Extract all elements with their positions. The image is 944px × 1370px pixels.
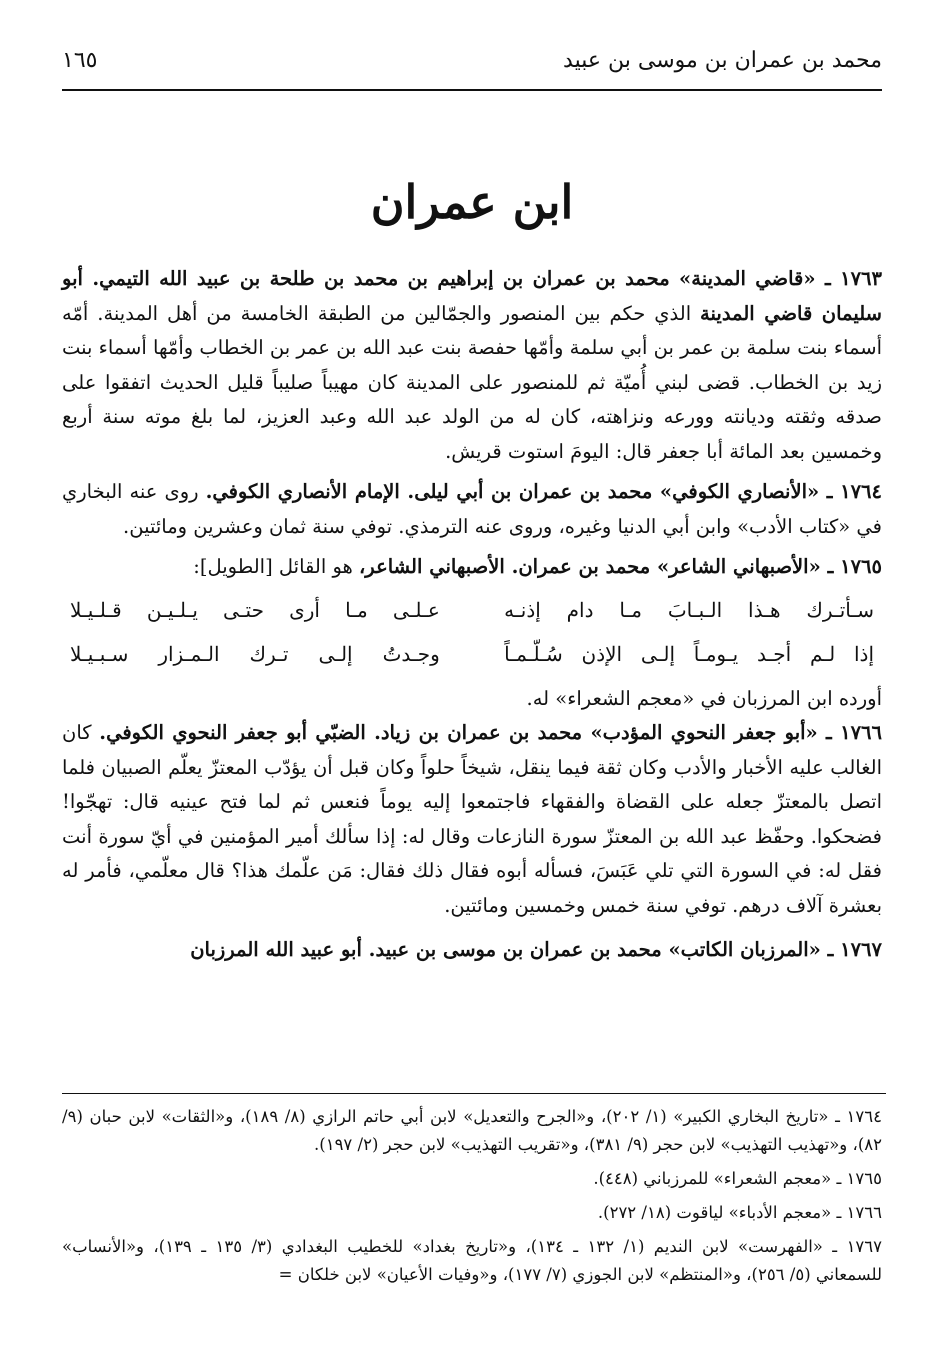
- entry-body: كان الغالب عليه الأخبار والأدب وكان ثقة فيما ينقل، شيخاً حلواً وكان قبل أن يؤدّب المعتزّ يعلّم الصبيان فلما اتصل بالمعتزّ جعله على القضاة والفقهاء فاجتمعوا إليه يوماً فنعس ثم لما فتح عينيه قال: تهجّوا! فضحكوا. وحفّظ عبد الله بن المعتزّ سورة النازعات وقال له: إذا سألك أمير المؤمنين في أيّ سورة أنت فقل له: في السورة التي تلي عَبَسَ، فسأله أبوه فقال ذلك فقال: مَن علّمك هذا؟ قال معلّمي، فأمر له بعشرة آلاف درهم. توفي سنة خمس وخمسين ومائتين.: [62, 721, 882, 917]
- entry-body: هو القائل [الطويل]:: [193, 555, 360, 578]
- section-title: ابن عمران: [370, 175, 574, 229]
- entry-head: ١٧٦٣ ـ «قاضي المدينة» محمد بن عمران بن إبراهيم بن محمد بن طلحة بن عبيد الله التيمي. أبو سليمان قاضي المدينة: [62, 267, 883, 325]
- running-header-title: محمد بن عمران بن موسى بن عبيد: [563, 48, 882, 73]
- running-header: [62, 42, 882, 82]
- entry-1763: [62, 262, 882, 469]
- header-rule: [62, 89, 882, 91]
- poem-second-hemistich: وجـدتُ إلـى تـرك الـمـزار سـبـيـلا: [70, 642, 440, 666]
- footnote-1766: ١٧٦٦ ـ «معجم الأدباء» لياقوت (١٨/ ٢٧٢).: [597, 1203, 882, 1222]
- entry-1767: [62, 933, 882, 968]
- entry-body: الذي حكم بين المنصور والجمّالين من الطبقة الخامسة من أهل المدينة. أمّه أسماء بنت سلمة بن عمر بن أبي سلمة وأمّها حفصة بنت عبد الله بن عمر بن الخطاب وأمّها أسماء بنت زيد بن الخطاب. قضى لبني أُميّة ثم للمنصور على المدينة كان مهيباً صليباً قليل الحديث اتفقوا على صدقه وثقته وديانته وورعه ونزاهته، كان له من الولد عبد الله وعبد العزيز، لما بلغ موته سنة أربع وخمسين بعد المائة أبا جعفر قال: اليومَ استوت قريش.: [62, 301, 882, 463]
- entry-1766: [62, 716, 882, 923]
- poem-source-note: أورده ابن المرزبان في «معجم الشعراء» له.: [526, 686, 882, 710]
- poem-line: [70, 593, 874, 628]
- poem: [62, 585, 882, 682]
- poem-first-hemistich: إذا لـم أجـد يـومـاً إلـى الإذن سُـلّـمـاً: [504, 642, 874, 666]
- entry-head: ١٧٦٥ ـ «الأصبهاني الشاعر» محمد بن عمران. الأصبهاني الشاعر،: [359, 555, 882, 578]
- poem-line: [70, 637, 874, 672]
- page-number: ١٦٥: [62, 48, 98, 73]
- footnote-rule: [62, 1093, 886, 1094]
- footnotes: [62, 1103, 882, 1295]
- entry-1765: [62, 550, 882, 585]
- entry-body: روى عنه البخاري في «كتاب الأدب» وابن أبي الدنيا وغيره، وروى عنه الترمذي. توفي سنة ثمان وعشرين ومائتين.: [62, 480, 882, 538]
- entry-head: ١٧٦٧ ـ «المرزبان الكاتب» محمد بن عمران بن موسى بن عبيد. أبو عبيد الله المرزبان: [190, 938, 882, 961]
- footnote-1767: ١٧٦٧ ـ «الفهرست» لابن النديم (١/ ١٣٢ ـ ١٣٤)، و«تاريخ بغداد» للخطيب البغدادي (٣/ ١٣٥ ـ ١٣٩)، و«الأنساب» للسمعاني (٥/ ٢٥٦)، و«المنتظم» لابن الجوزي (٧/ ١٧٧)، و«وفيات الأعيان» لابن خلكان =: [62, 1237, 883, 1284]
- poem-second-hemistich: عـلـى مـا أرى حتـى يـلـيـن قـلـيـلا: [70, 597, 440, 622]
- footnote-1764: ١٧٦٤ ـ «تاريخ البخاري الكبير» (١/ ٢٠٢)، و«الجرح والتعديل» لابن أبي حاتم الرازي (٨/ ١٨٩)، و«الثقات» لابن حبان (٩/ ٨٢)، و«تهذيب التهذيب» لابن حجر (٩/ ٣٨١)، و«تقريب التهذيب» لابن حجر (٢/ ١٩٧).: [62, 1107, 882, 1154]
- entry-head: ١٧٦٤ ـ «الأنصاري الكوفي» محمد بن عمران بن أبي ليلى. الإمام الأنصاري الكوفي.: [205, 480, 882, 503]
- footnote-1765: ١٧٦٥ ـ «معجم الشعراء» للمرزباني (٤٤٨).: [593, 1169, 882, 1188]
- poem-first-hemistich: سـأتـرك هـذا الـبـابَ مـا دام إذنـه: [504, 597, 874, 622]
- main-text: [62, 262, 882, 968]
- entry-1764: [62, 475, 882, 544]
- entry-1765-block: [62, 550, 882, 716]
- entry-head: ١٧٦٦ ـ «أبو جعفر النحوي المؤدب» محمد بن عمران بن زياد. الضبّي أبو جعفر النحوي الكوفي.: [99, 721, 883, 744]
